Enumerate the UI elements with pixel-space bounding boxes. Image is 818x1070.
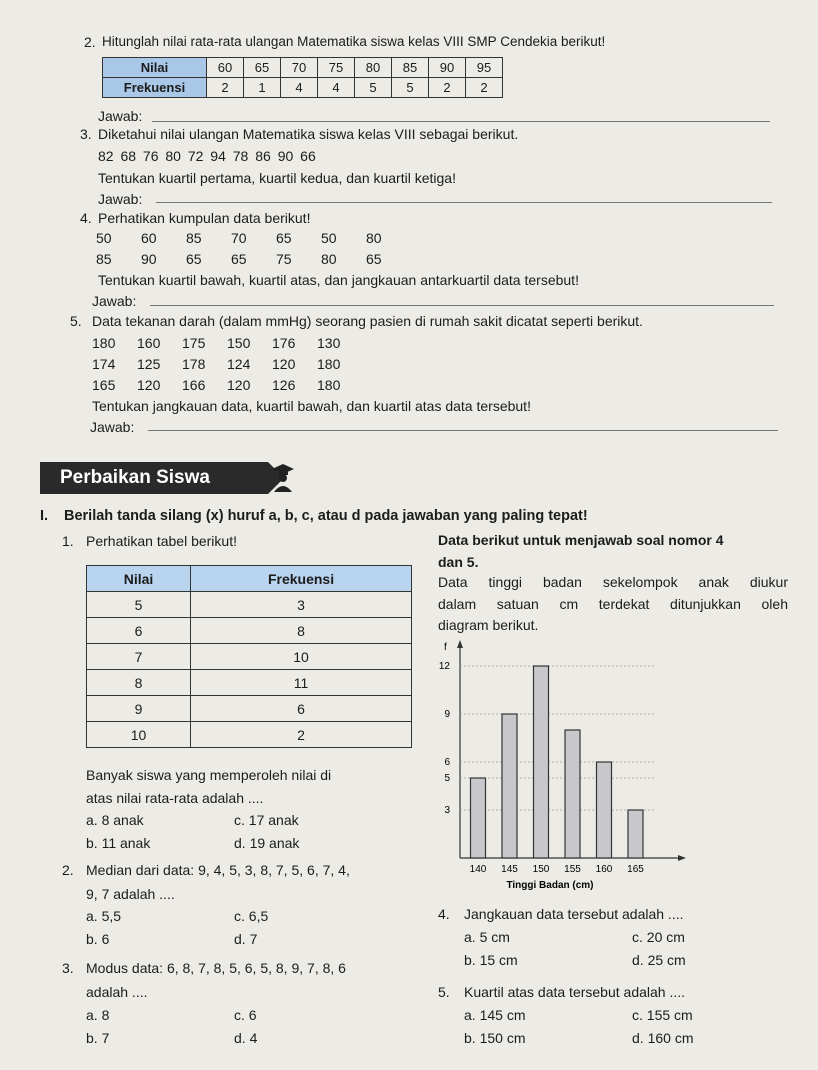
- x-tick-label: 145: [501, 864, 518, 875]
- q2-cell: 2: [429, 78, 466, 98]
- m1-cell: 5: [87, 592, 191, 618]
- height-bar-chart: [416, 636, 696, 894]
- q3-data: 82 68 76 80 72 94 78 86 90 66: [98, 148, 316, 164]
- q5-value: 124: [227, 356, 251, 372]
- m1-cell: 8: [191, 618, 412, 644]
- bar: [502, 714, 517, 858]
- q2-cell: 85: [392, 58, 429, 78]
- q2-cell: 95: [466, 58, 503, 78]
- q5-value: 178: [182, 356, 206, 372]
- q5-value: 174: [92, 356, 116, 372]
- m5-option-b[interactable]: b. 150 cm: [464, 1030, 526, 1046]
- q4-value: 65: [231, 251, 247, 267]
- q2-cell: 90: [429, 58, 466, 78]
- q5-value: 176: [272, 335, 296, 351]
- q4-number: 4.: [80, 210, 92, 226]
- q2-cell: 5: [392, 78, 429, 98]
- right-paragraph-line2: dalam satuan cm terdekat ditunjukkan oleh: [438, 596, 788, 612]
- q5-value: 150: [227, 335, 251, 351]
- q4-value: 75: [276, 251, 292, 267]
- q3-number: 3.: [80, 126, 92, 142]
- y-tick-label: 3: [444, 805, 450, 816]
- q5-value: 130: [317, 335, 341, 351]
- q4-answer-line[interactable]: [150, 305, 774, 306]
- m1-option-b[interactable]: b. 11 anak: [86, 835, 151, 851]
- q5-value: 120: [272, 356, 296, 372]
- q5-value: 180: [92, 335, 116, 351]
- q2-cell: 1: [244, 78, 281, 98]
- q4-value: 65: [366, 251, 382, 267]
- m4-number: 4.: [438, 906, 450, 922]
- m5-number: 5.: [438, 984, 450, 1000]
- q5-row3: [92, 377, 362, 393]
- x-axis-label: Tinggi Badan (cm): [506, 880, 594, 891]
- q5-row1: [92, 335, 362, 351]
- m3-number: 3.: [62, 960, 74, 976]
- m2-option-b[interactable]: b. 6: [86, 931, 110, 947]
- y-tick-label: 12: [438, 661, 450, 672]
- m1-question-line1: Banyak siswa yang memperoleh nilai di: [86, 767, 332, 783]
- q4-value: 50: [96, 230, 112, 246]
- q3-text: Diketahui nilai ulangan Matematika siswa kelas VIII sebagai berikut.: [98, 126, 519, 142]
- q2-cell: 4: [281, 78, 318, 98]
- q4-value: 70: [231, 230, 247, 246]
- q4-value: 65: [186, 251, 202, 267]
- q5-jawab: Jawab:: [90, 419, 135, 435]
- q4-value: 85: [186, 230, 202, 246]
- m3-option-b[interactable]: b. 7: [86, 1030, 110, 1046]
- q4-value: 65: [276, 230, 292, 246]
- right-intro-line2: dan 5.: [438, 554, 479, 570]
- m1-head-nilai: Nilai: [87, 566, 191, 592]
- q4-row2: [96, 251, 411, 267]
- m2-option-a[interactable]: a. 5,5: [86, 908, 122, 924]
- q2-table: [102, 57, 503, 98]
- m1-cell: 9: [87, 696, 191, 722]
- x-tick-label: 140: [469, 864, 487, 875]
- section-number: I.: [40, 508, 49, 524]
- m1-cell: 2: [191, 722, 412, 748]
- x-tick-label: 165: [627, 864, 644, 875]
- q5-value: 180: [317, 377, 341, 393]
- x-tick-label: 150: [532, 864, 550, 875]
- m1-cell: 3: [191, 592, 412, 618]
- q2-cell: 5: [355, 78, 392, 98]
- bar: [597, 762, 612, 858]
- q5-row2: [92, 356, 362, 372]
- m1-question-line2: atas nilai rata-rata adalah ....: [86, 790, 264, 806]
- y-tick-label: 9: [444, 709, 450, 720]
- q5-value: 175: [182, 335, 206, 351]
- m4-option-a[interactable]: a. 5 cm: [464, 929, 510, 945]
- q2-cell: 75: [318, 58, 355, 78]
- q2-number: 2.: [84, 34, 96, 50]
- y-axis-label: f: [444, 642, 447, 653]
- q2-jawab: Jawab:: [98, 108, 143, 124]
- right-paragraph-line3: diagram berikut.: [438, 617, 539, 633]
- q5-value: 125: [137, 356, 161, 372]
- bar: [471, 778, 486, 858]
- q3-answer-line[interactable]: [156, 202, 772, 203]
- q4-row1: [96, 230, 411, 246]
- x-tick-label: 160: [595, 864, 613, 875]
- m1-cell: 11: [191, 670, 412, 696]
- m2-option-d[interactable]: d. 7: [234, 931, 258, 947]
- q2-cell: 4: [318, 78, 355, 98]
- q2-text: Hitunglah nilai rata-rata ulangan Matematika siswa kelas VIII SMP Cendekia berikut!: [102, 34, 606, 49]
- m5-text: Kuartil atas data tersebut adalah ....: [464, 984, 686, 1000]
- m1-cell: 10: [87, 722, 191, 748]
- q5-text: Data tekanan darah (dalam mmHg) seorang pasien di rumah sakit dicatat seperti berikut.: [92, 313, 643, 329]
- q3-jawab: Jawab:: [98, 191, 143, 207]
- m3-option-d[interactable]: d. 4: [234, 1030, 258, 1046]
- m3-text-line2: adalah ....: [86, 984, 148, 1000]
- q5-value: 180: [317, 356, 341, 372]
- q5-value: 165: [92, 377, 116, 393]
- m4-option-d[interactable]: d. 25 cm: [632, 952, 686, 968]
- bar: [628, 810, 643, 858]
- q2-cell: 65: [244, 58, 281, 78]
- q2-cell: 60: [207, 58, 244, 78]
- q2-cell: 80: [355, 58, 392, 78]
- m1-cell: 10: [191, 644, 412, 670]
- bar: [565, 730, 580, 858]
- q2-cell: 2: [207, 78, 244, 98]
- m5-option-d[interactable]: d. 160 cm: [632, 1030, 694, 1046]
- q2-row2-label: Frekuensi: [103, 78, 207, 98]
- q3-task: Tentukan kuartil pertama, kuartil kedua, dan kuartil ketiga!: [98, 170, 456, 186]
- q5-value: 126: [272, 377, 296, 393]
- x-tick-label: 155: [564, 864, 581, 875]
- q4-task: Tentukan kuartil bawah, kuartil atas, dan jangkauan antarkuartil data tersebut!: [98, 272, 579, 288]
- m4-option-c[interactable]: c. 20 cm: [632, 929, 685, 945]
- q5-value: 120: [137, 377, 161, 393]
- y-tick-label: 6: [444, 757, 450, 768]
- m1-head-frekuensi: Frekuensi: [191, 566, 412, 592]
- section-banner: [40, 462, 268, 494]
- m1-number: 1.: [62, 533, 74, 549]
- m1-option-c[interactable]: c. 17 anak: [234, 812, 299, 828]
- q4-value: 50: [321, 230, 337, 246]
- m4-text: Jangkauan data tersebut adalah ....: [464, 906, 684, 922]
- q2-answer-line[interactable]: [152, 121, 770, 122]
- m1-cell: 6: [87, 618, 191, 644]
- q2-cell: 70: [281, 58, 318, 78]
- m3-option-c[interactable]: c. 6: [234, 1007, 257, 1023]
- m1-option-d[interactable]: d. 19 anak: [234, 835, 300, 851]
- y-axis-arrow-icon: [457, 640, 463, 648]
- m1-option-a[interactable]: a. 8 anak: [86, 812, 144, 828]
- q4-value: 80: [321, 251, 337, 267]
- q4-value: 60: [141, 230, 157, 246]
- q5-answer-line[interactable]: [148, 430, 778, 431]
- m4-option-b[interactable]: b. 15 cm: [464, 952, 518, 968]
- m5-option-c[interactable]: c. 155 cm: [632, 1007, 693, 1023]
- q5-task: Tentukan jangkauan data, kuartil bawah, dan kuartil atas data tersebut!: [92, 398, 531, 414]
- q2-row1-label: Nilai: [103, 58, 207, 78]
- y-tick-label: 5: [444, 773, 450, 784]
- m3-option-a[interactable]: a. 8: [86, 1007, 110, 1023]
- m1-cell: 8: [87, 670, 191, 696]
- banner-title: Perbaikan Siswa: [60, 467, 210, 488]
- q5-value: 160: [137, 335, 161, 351]
- m3-text-line1: Modus data: 6, 8, 7, 8, 5, 6, 5, 8, 9, 7, 8, 6: [86, 960, 346, 976]
- q4-value: 85: [96, 251, 112, 267]
- m2-text-line1: Median dari data: 9, 4, 5, 3, 8, 7, 5, 6, 7, 4,: [86, 862, 350, 878]
- right-paragraph-line1: Data tinggi badan sekelompok anak diukur: [438, 574, 788, 590]
- m1-table: [86, 565, 412, 748]
- m5-option-a[interactable]: a. 145 cm: [464, 1007, 526, 1023]
- q4-jawab: Jawab:: [92, 293, 137, 309]
- m1-cell: 7: [87, 644, 191, 670]
- right-intro-line1: Data berikut untuk menjawab soal nomor 4: [438, 532, 724, 548]
- q5-value: 166: [182, 377, 206, 393]
- graduate-icon: [270, 462, 296, 492]
- m1-cell: 6: [191, 696, 412, 722]
- m2-option-c[interactable]: c. 6,5: [234, 908, 269, 924]
- q2-cell: 2: [466, 78, 503, 98]
- q4-value: 80: [366, 230, 382, 246]
- bar: [534, 666, 549, 858]
- q4-text: Perhatikan kumpulan data berikut!: [98, 210, 311, 226]
- q4-value: 90: [141, 251, 157, 267]
- q5-number: 5.: [70, 313, 82, 329]
- m2-text-line2: 9, 7 adalah ....: [86, 886, 175, 902]
- m1-text: Perhatikan tabel berikut!: [86, 533, 237, 549]
- section-title: Berilah tanda silang (x) huruf a, b, c, atau d pada jawaban yang paling tepat!: [64, 508, 588, 524]
- m2-number: 2.: [62, 862, 74, 878]
- x-axis-arrow-icon: [678, 855, 686, 861]
- q5-value: 120: [227, 377, 251, 393]
